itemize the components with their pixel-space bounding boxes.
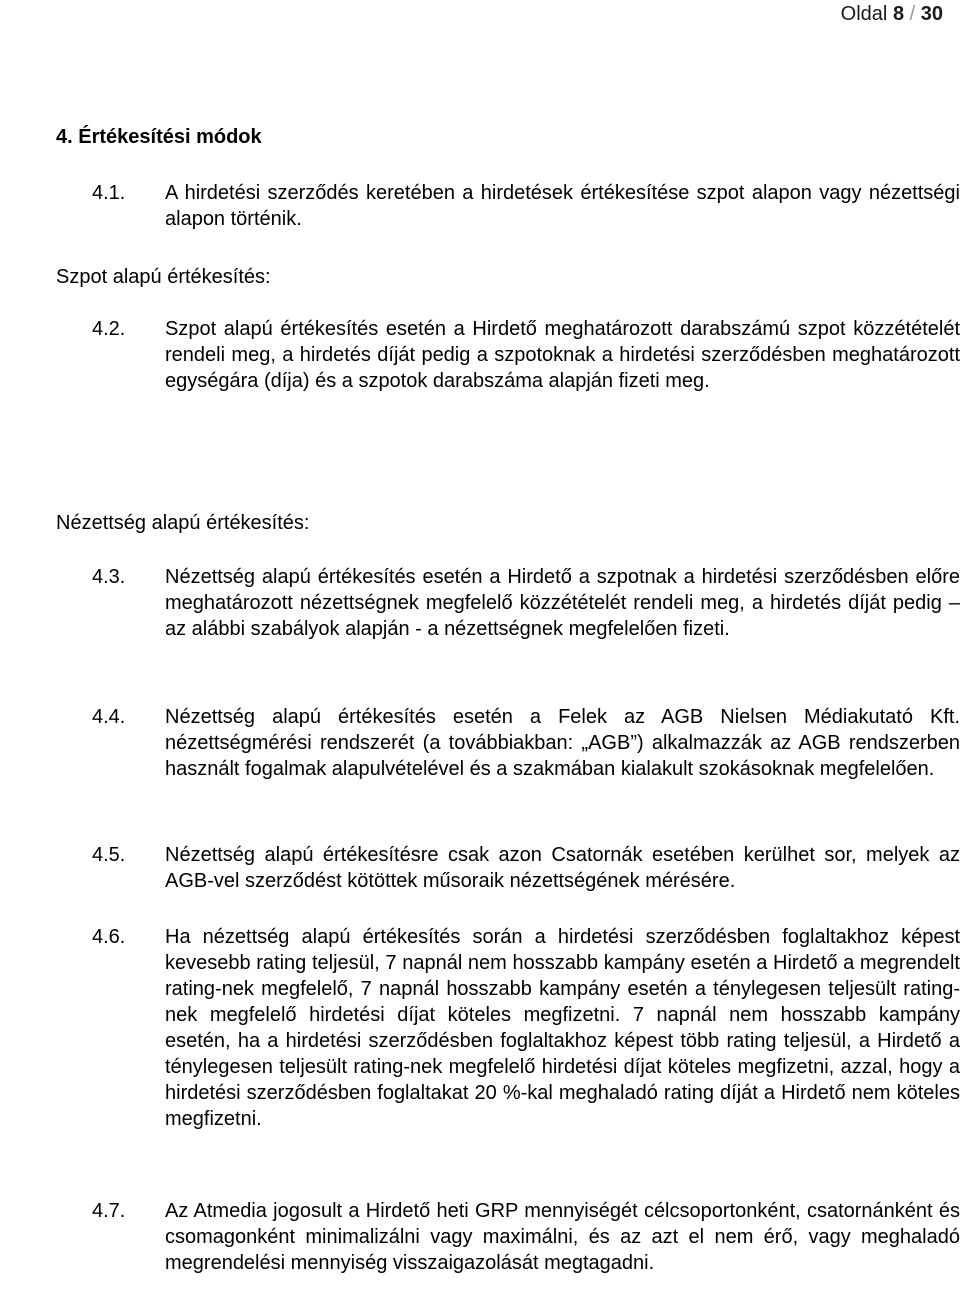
item-number: 4.5. [92,844,126,866]
item-text: Nézettség alapú értékesítés esetén a Felek az AGB Nielsen Médiakutató Kft. nézettségmérési rendszerét (a továbbiakban: „AGB”) alkalmazzák az AGB rendszerben használt fogalmak alapulvételével és a szakmában kialakult szokásoknak megfelelően. [165,706,960,780]
list-item-4-5 [92,842,960,894]
page-word: Oldal [840,3,888,25]
page-total: 30 [920,3,943,25]
item-text: Nézettség alapú értékesítésre csak azon Csatornák esetében kerülhet sor, melyek az AGB-vel szerződést kötöttek műsoraik nézettségének mérésére. [165,844,960,892]
item-number: 4.3. [92,566,126,588]
section-title: 4. Értékesítési módok [56,126,262,148]
item-number: 4.7. [92,1200,126,1222]
page-number-header [841,2,943,26]
item-number: 4.1. [92,182,126,204]
list-item-4-2 [92,316,960,394]
item-number: 4.4. [92,706,126,728]
item-text: Az Atmedia jogosult a Hirdető heti GRP mennyiségét célcsoportonként, csatornánként és csomagonként minimalizálni vagy maximálni, és az azt el nem érő, vagy meghaladó megrendelési mennyiség visszaigazolását megtagadni. [165,1200,960,1274]
list-item-4-3 [92,564,960,642]
subheading-spot: Szpot alapú értékesítés: [56,266,271,288]
list-item-4-1 [92,180,960,232]
item-text: A hirdetési szerződés keretében a hirdetések értékesítése szpot alapon vagy nézettségi alapon történik. [165,182,960,230]
item-text: Nézettség alapú értékesítés esetén a Hirdető a szpotnak a hirdetési szerződésben előre meghatározott nézettségnek megfelelő közzétételét rendeli meg, a hirdetés díját pedig – az alábbi szabályok alapján - a nézettségnek megfelelően fizeti. [165,566,960,640]
subheading-viewership: Nézettség alapú értékesítés: [56,512,310,534]
list-item-4-6 [92,924,960,1132]
item-number: 4.6. [92,926,126,948]
page-separator: / [909,3,916,25]
list-item-4-7 [92,1198,960,1276]
item-text: Szpot alapú értékesítés esetén a Hirdető meghatározott darabszámú szpot közzétételét rendeli meg, a hirdetés díját pedig a szpotoknak a hirdetési szerződésben meghatározott egységára (díja) és a szpotok darabszáma alapján fizeti meg. [165,318,960,392]
page-current: 8 [892,3,905,25]
item-number: 4.2. [92,318,126,340]
list-item-4-4 [92,704,960,782]
item-text: Ha nézettség alapú értékesítés során a hirdetési szerződésben foglaltakhoz képest kevesebb rating teljesül, 7 napnál nem hosszabb kampány esetén a Hirdető a megrendelt rating-nek megfelelő, 7 napnál hosszabb kampány esetén a ténylegesen teljesült rating-nek megfelelő hirdetési díjat köteles megfizetni. 7 napnál nem hosszabb kampány esetén, ha a hirdetési szerződésben foglaltakhoz képest több rating teljesül, a Hirdető a ténylegesen teljesült rating-nek megfelelő hirdetési díjat köteles megfizetni, azzal, hogy a hirdetési szerződésben foglaltakat 20 %-kal meghaladó rating díját a Hirdető nem köteles megfizetni. [165,926,960,1130]
